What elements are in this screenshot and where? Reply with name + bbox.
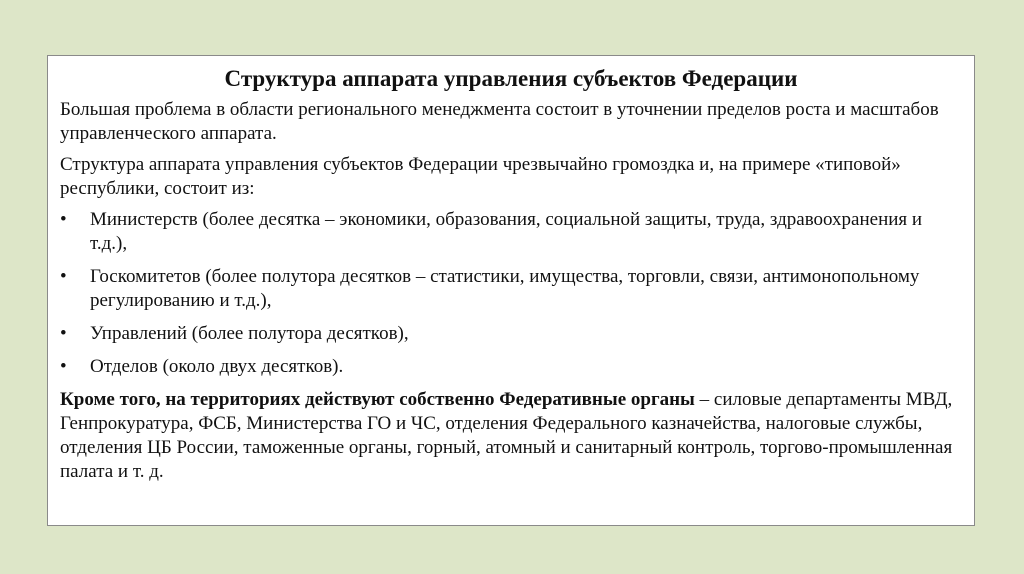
closing-bold-text: Кроме того, на территориях действуют собственно Федеративные органы xyxy=(60,389,695,410)
list-item xyxy=(60,265,962,313)
intro-paragraph: Большая проблема в области регионального менеджмента состоит в уточнении пределов роста и масштабов управленческого аппарата. xyxy=(60,99,939,144)
list-item xyxy=(60,322,962,346)
closing-text: – силовые департаменты МВД, Генпрокуратура, ФСБ, Министерства ГО и ЧС, отделения Федерального казначейства, налоговые службы, отделения ЦБ России, таможенные органы, горный, атомный и санитарный контроль, торгово-промышленная палата и т. д. xyxy=(60,389,953,482)
list-item-text: Госкомитетов (более полутора десятков – статистики, имущества, торговли, связи, антимонопольному регулированию и т.д.), xyxy=(90,266,920,311)
list-item-text: Отделов (около двух десятков). xyxy=(90,356,344,377)
bullet-icon: • xyxy=(60,266,67,287)
content-box xyxy=(47,55,975,526)
bullet-icon: • xyxy=(60,209,67,230)
list-item xyxy=(60,208,962,256)
slide-title: Структура аппарата управления субъектов Федерации xyxy=(224,66,798,91)
structure-list xyxy=(60,208,962,379)
bullet-icon: • xyxy=(60,356,67,377)
list-item-text: Управлений (более полутора десятков), xyxy=(90,323,409,344)
structure-paragraph: Структура аппарата управления субъектов Федерации чрезвычайно громоздка и, на примере «типовой» республики, состоит из: xyxy=(60,154,901,199)
list-item xyxy=(60,355,962,379)
list-item-text: Министерств (более десятка – экономики, образования, социальной защиты, труда, здравоохранения и т.д.), xyxy=(90,209,923,254)
closing-paragraph xyxy=(60,388,962,484)
bullet-icon: • xyxy=(60,323,67,344)
